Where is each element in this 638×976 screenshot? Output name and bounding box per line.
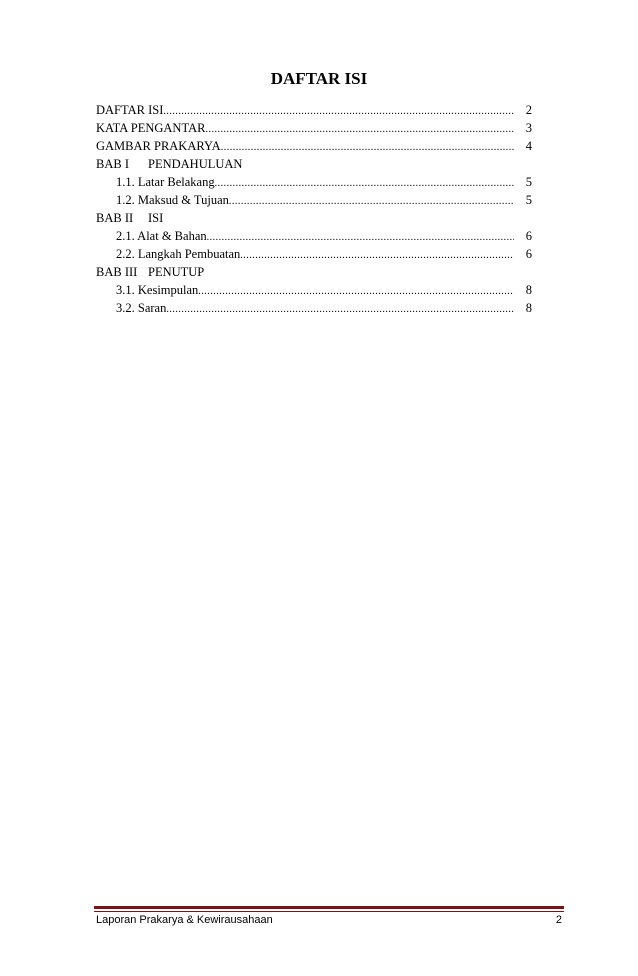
toc-row	[96, 173, 532, 191]
toc-row	[96, 227, 532, 245]
chapter-title: PENDAHULUAN	[148, 157, 243, 171]
chapter-heading	[96, 209, 532, 227]
chapter-heading	[96, 263, 532, 281]
toc-label: 3.2. Saran	[116, 301, 167, 315]
toc-row	[96, 299, 532, 317]
toc-label: 1.2. Maksud & Tujuan	[116, 193, 229, 207]
chapter-heading	[96, 155, 532, 173]
toc-row	[96, 137, 532, 155]
toc-page-number: 5	[525, 193, 532, 207]
toc-row	[96, 101, 532, 119]
toc-label: 1.1. Latar Belakang	[116, 175, 215, 189]
toc-label: GAMBAR PRAKARYA	[96, 139, 221, 153]
toc-row	[96, 119, 532, 137]
toc-row	[96, 245, 532, 263]
toc-row	[96, 191, 532, 209]
toc-page-number: 8	[525, 283, 532, 297]
chapter-code: BAB II	[96, 211, 134, 225]
toc-page-number: 6	[525, 247, 532, 261]
dot-leader	[166, 301, 514, 319]
toc-label: KATA PENGANTAR	[96, 121, 206, 135]
chapter-code: BAB III	[96, 265, 138, 279]
chapter-code: BAB I	[96, 157, 129, 171]
chapter-title: PENUTUP	[148, 265, 205, 279]
toc-label: 2.2. Langkah Pembuatan	[116, 247, 241, 261]
footer-rule-thick	[94, 906, 564, 909]
toc-row	[96, 281, 532, 299]
footer-rule-thin	[94, 911, 564, 912]
footer-title: Laporan Prakarya & Kewirausahaan	[96, 914, 273, 926]
toc-page-number: 3	[525, 121, 532, 135]
footer-page-number: 2	[555, 914, 562, 926]
toc-page-number: 2	[525, 103, 532, 117]
toc-page-number: 4	[525, 139, 532, 153]
toc-label: 3.1. Kesimpulan	[116, 283, 199, 297]
toc-page-number: 5	[525, 175, 532, 189]
chapter-title: ISI	[148, 211, 164, 225]
toc-label: DAFTAR ISI	[96, 103, 164, 117]
toc-page-number: 6	[525, 229, 532, 243]
table-of-contents	[96, 101, 532, 317]
toc-page-number: 8	[525, 301, 532, 315]
toc-label: 2.1. Alat & Bahan	[116, 229, 207, 243]
page-title: DAFTAR ISI	[270, 69, 368, 88]
